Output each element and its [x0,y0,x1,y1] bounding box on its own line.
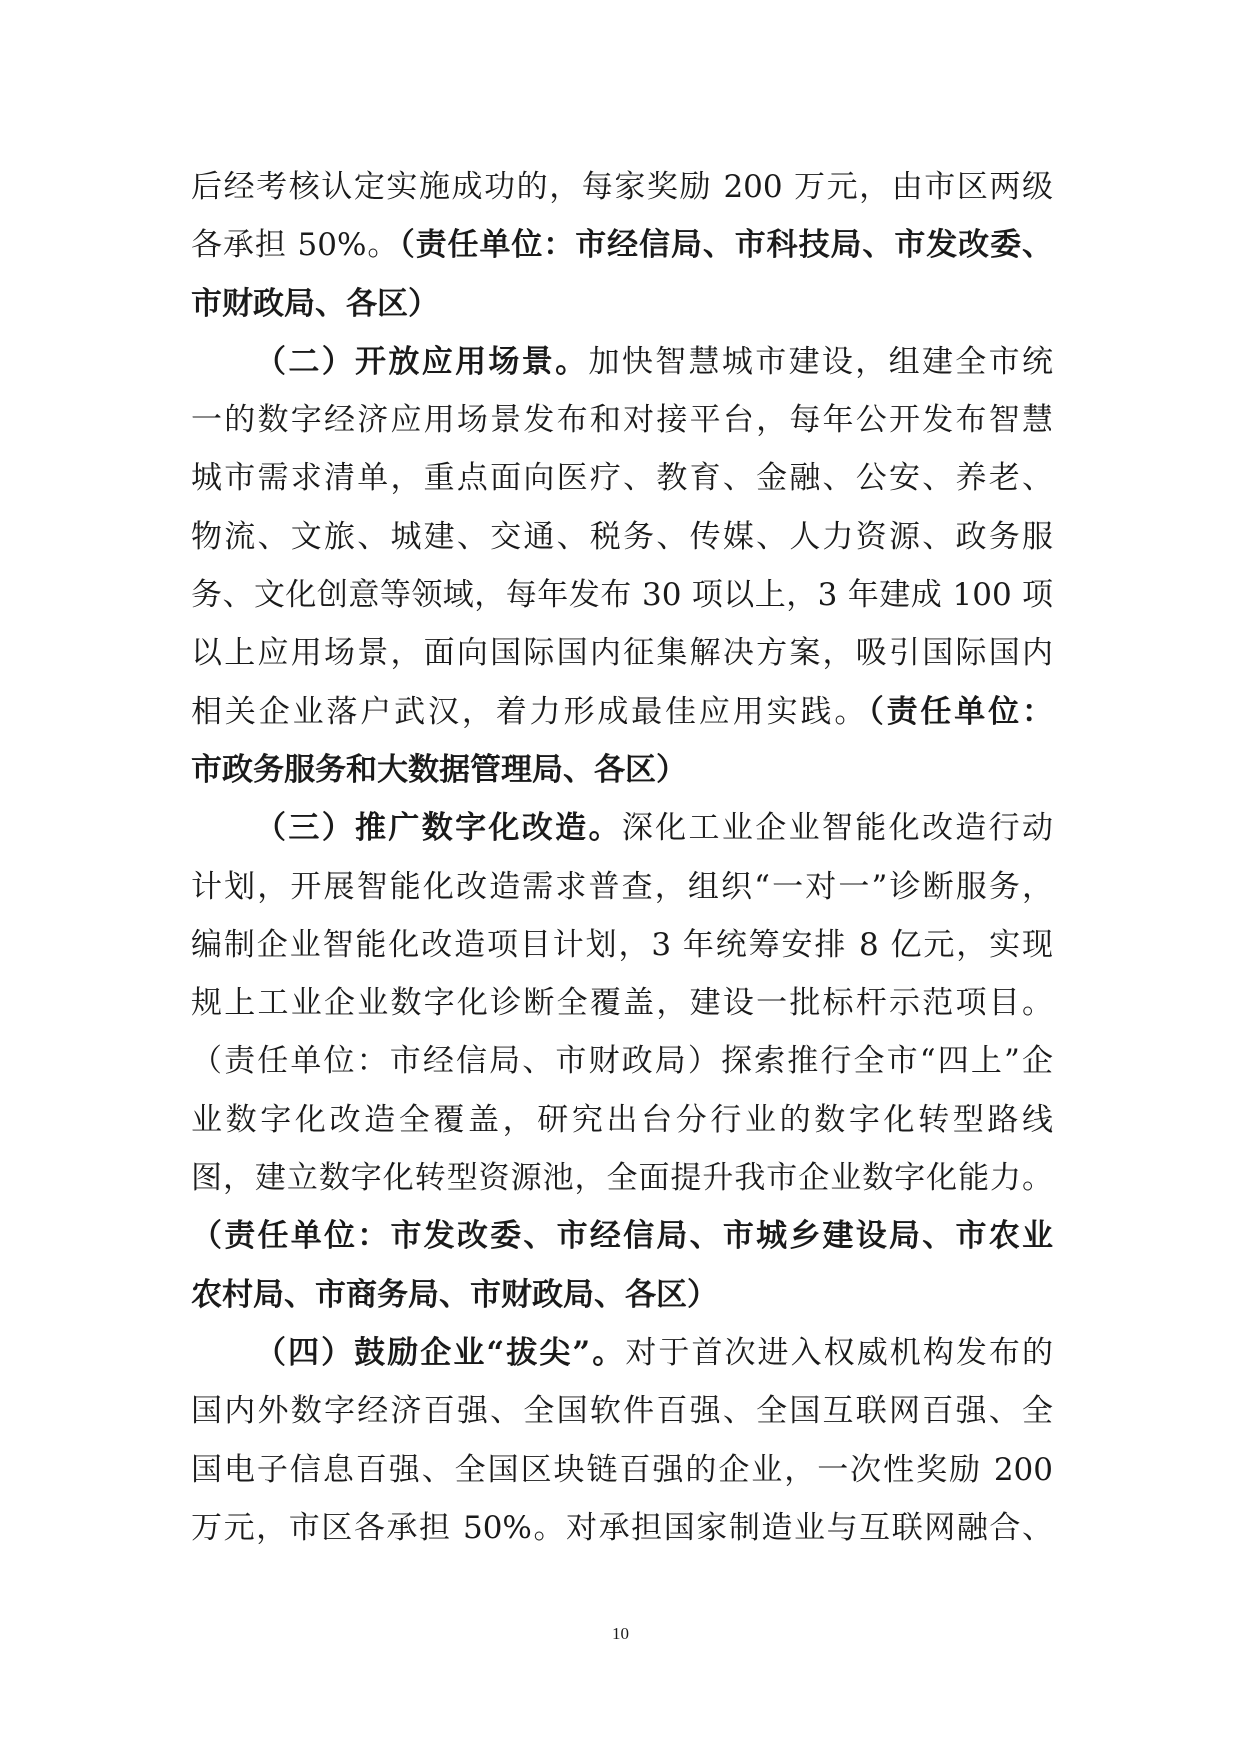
text-run: 以上应用场景，面向国际国内征集解决方案，吸引国际国内 [191,635,1053,672]
text-run: 相关企业落户武汉，着力形成最佳应用实践。 [191,693,869,730]
text-run: 务、文化创意等领域，每年发布 30 项以上，3 年建成 100 项 [191,577,1053,614]
text-line [191,1324,1053,1382]
text-run: 国内外数字经济百强、全国软件百强、全国互联网百强、全 [191,1393,1053,1430]
text-line [191,158,1053,216]
text-run: 加快智慧城市建设，组建全市统 [588,343,1054,380]
text-line [191,333,1053,391]
bold-text-run: （四）鼓励企业“拔尖”。 [255,1334,626,1371]
bold-text-run: 市政务服务和大数据管理局、各区） [191,751,687,788]
text-line [191,391,1053,449]
text-run: 物流、文旅、城建、交通、税务、传媒、人力资源、政务服 [191,518,1053,555]
text-run: 对于首次进入权威机构发布的 [625,1334,1053,1371]
text-line [191,974,1053,1032]
text-line [191,566,1053,624]
text-line [191,1441,1053,1499]
bold-text-run: 农村局、市商务局、市财政局、各区） [191,1276,718,1313]
document-body [191,158,1053,1557]
text-run: 编制企业智能化改造项目计划，3 年统筹安排 8 亿元，实现 [191,926,1053,963]
text-run: （责任单位：市经信局、市财政局）探索推行全市“四上”企 [191,1043,1053,1080]
text-line [191,508,1053,566]
text-run: 万元，市区各承担 50%。对承担国家制造业与互联网融合、 [191,1509,1053,1546]
text-run: 各承担 50%。 [191,227,400,264]
text-line [191,683,1053,741]
text-line [191,1032,1053,1090]
bold-text-run: （责任单位：市发改委、市经信局、市城乡建设局、市农业 [191,1218,1053,1255]
text-run: 业数字化改造全覆盖，研究出台分行业的数字化转型路线 [191,1101,1053,1138]
text-line [191,1266,1053,1324]
text-line [191,916,1053,974]
text-line [191,858,1053,916]
text-line [191,216,1053,274]
text-line [191,1091,1053,1149]
text-run: 深化工业企业智能化改造行动 [621,810,1054,847]
text-run: 国电子信息百强、全国区块链百强的企业，一次性奖励 200 [191,1451,1053,1488]
text-line [191,1382,1053,1440]
text-line [191,799,1053,857]
text-line [191,741,1053,799]
text-line [191,624,1053,682]
text-line [191,1207,1053,1265]
text-run: 城市需求清单，重点面向医疗、教育、金融、公安、养老、 [191,460,1053,497]
text-run: 一的数字经济应用场景发布和对接平台，每年公开发布智慧 [191,402,1053,439]
bold-text-run: 市财政局、各区） [191,285,439,322]
text-run: 图，建立数字化转型资源池，全面提升我市企业数字化能力。 [191,1160,1053,1197]
bold-text-run: （二）开放应用场景。 [255,343,589,380]
text-line [191,1499,1053,1557]
text-line [191,449,1053,507]
text-run: 后经考核认定实施成功的，每家奖励 200 万元，由市区两级 [191,169,1053,205]
text-run: 规上工业企业数字化诊断全覆盖，建设一批标杆示范项目。 [191,985,1053,1022]
bold-text-run: （责任单位：市经信局、市科技局、市发改委、 [399,227,1053,264]
text-run: 计划，开展智能化改造需求普查，组织“一对一”诊断服务， [191,868,1053,905]
bold-text-run: （三）推广数字化改造。 [255,810,622,847]
page-number: 10 [612,1624,629,1643]
text-line [191,1149,1053,1207]
text-line [191,275,1053,333]
bold-text-run: （责任单位： [868,693,1054,730]
